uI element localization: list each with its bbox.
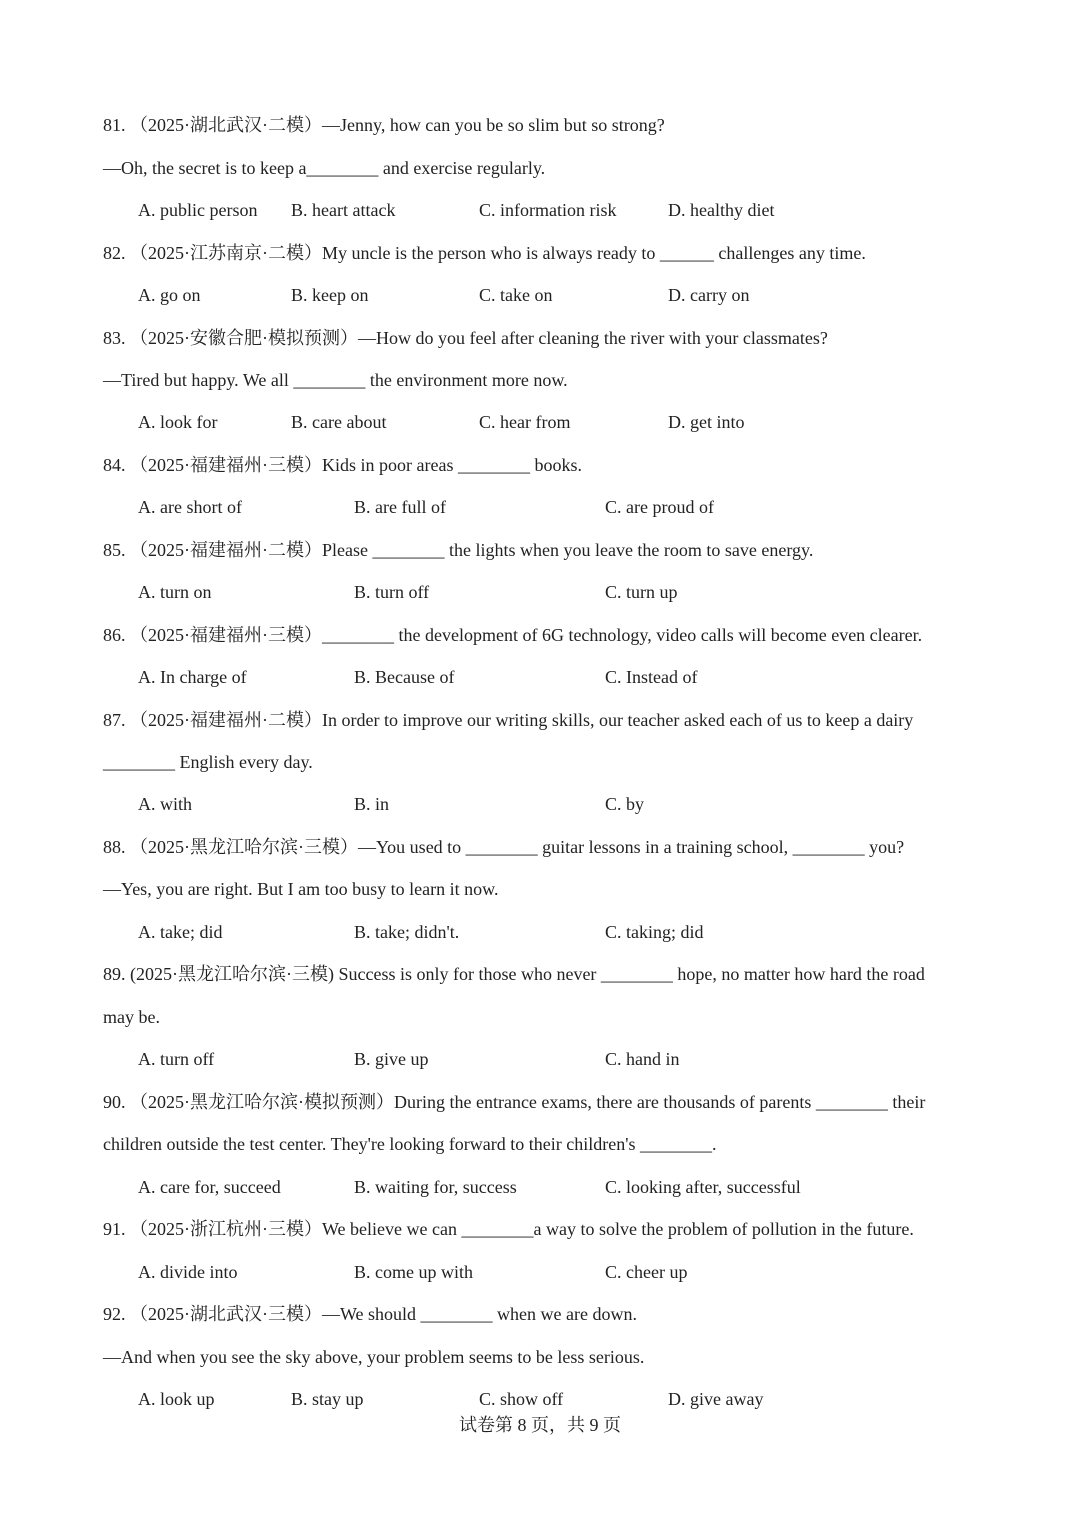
option-d: D. get into bbox=[668, 412, 745, 432]
option-c: C. Instead of bbox=[605, 667, 698, 687]
option-d: D. give away bbox=[668, 1389, 764, 1409]
option-c: C. show off bbox=[479, 1389, 564, 1409]
question-84-stem: 84. （2025·福建福州·三模）Kids in poor areas ________ books. bbox=[103, 455, 582, 475]
question-92-continuation: —And when you see the sky above, your problem seems to be less serious. bbox=[103, 1347, 645, 1367]
option-a: A. take; did bbox=[138, 922, 223, 942]
option-b: B. care about bbox=[291, 412, 387, 432]
question-83-stem: 83. （2025·安徽合肥·模拟预测）—How do you feel after cleaning the river with your classmates? bbox=[103, 328, 828, 348]
option-c: C. hand in bbox=[605, 1049, 680, 1069]
page-footer: 试卷第 8 页，共 9 页 bbox=[459, 1415, 621, 1435]
option-b: B. take; didn't. bbox=[354, 922, 460, 942]
option-b: B. heart attack bbox=[291, 200, 396, 220]
question-89-continuation: may be. bbox=[103, 1007, 160, 1027]
option-c: C. taking; did bbox=[605, 922, 704, 942]
option-a: A. turn off bbox=[138, 1049, 215, 1069]
option-c: C. hear from bbox=[479, 412, 571, 432]
question-81-stem: 81. （2025·湖北武汉·二模）—Jenny, how can you be so slim but so strong? bbox=[103, 115, 665, 135]
question-87-stem: 87. （2025·福建福州·二模）In order to improve our writing skills, our teacher asked each of us to keep a dairy bbox=[103, 710, 914, 730]
option-a: A. with bbox=[138, 794, 192, 814]
question-91-stem: 91. （2025·浙江杭州·三模）We believe we can ________a way to solve the problem of pollution in the future. bbox=[103, 1219, 914, 1239]
question-85-stem: 85. （2025·福建福州·二模）Please ________ the lights when you leave the room to save energy. bbox=[103, 540, 814, 560]
option-b: B. waiting for, success bbox=[354, 1177, 517, 1197]
question-92-stem: 92. （2025·湖北武汉·三模）—We should ________ when we are down. bbox=[103, 1304, 637, 1324]
option-b: B. give up bbox=[354, 1049, 429, 1069]
option-c: C. looking after, successful bbox=[605, 1177, 801, 1197]
option-c: C. cheer up bbox=[605, 1262, 688, 1282]
option-b: B. stay up bbox=[291, 1389, 364, 1409]
question-87-continuation: ________ English every day. bbox=[103, 752, 313, 772]
option-a: A. turn on bbox=[138, 582, 212, 602]
option-b: B. in bbox=[354, 794, 390, 814]
option-a: A. are short of bbox=[138, 497, 242, 517]
question-90-continuation: children outside the test center. They're looking forward to their children's ________. bbox=[103, 1134, 717, 1154]
option-b: B. Because of bbox=[354, 667, 455, 687]
option-c: C. are proud of bbox=[605, 497, 714, 517]
option-a: A. public person bbox=[138, 200, 258, 220]
question-81-continuation: —Oh, the secret is to keep a________ and exercise regularly. bbox=[103, 158, 546, 178]
option-c: C. information risk bbox=[479, 200, 617, 220]
option-a: A. go on bbox=[138, 285, 201, 305]
option-b: B. turn off bbox=[354, 582, 430, 602]
option-c: C. take on bbox=[479, 285, 553, 305]
option-a: A. look for bbox=[138, 412, 218, 432]
question-90-stem: 90. （2025·黑龙江哈尔滨·模拟预测）During the entrance exams, there are thousands of parents ________ their bbox=[103, 1092, 926, 1112]
option-d: D. healthy diet bbox=[668, 200, 775, 220]
question-82-stem: 82. （2025·江苏南京·二模）My uncle is the person who is always ready to ______ challenges any time. bbox=[103, 243, 866, 263]
question-89-stem: 89. (2025·黑龙江哈尔滨·三模) Success is only for those who never ________ hope, no matter how hard the road bbox=[103, 964, 925, 984]
option-a: A. In charge of bbox=[138, 667, 247, 687]
question-88-continuation: —Yes, you are right. But I am too busy to learn it now. bbox=[103, 879, 499, 899]
option-c: C. turn up bbox=[605, 582, 678, 602]
option-b: B. keep on bbox=[291, 285, 369, 305]
option-b: B. come up with bbox=[354, 1262, 473, 1282]
option-a: A. look up bbox=[138, 1389, 215, 1409]
option-a: A. care for, succeed bbox=[138, 1177, 281, 1197]
question-86-stem: 86. （2025·福建福州·三模）________ the development of 6G technology, video calls will become even clearer. bbox=[103, 625, 923, 645]
question-88-stem: 88. （2025·黑龙江哈尔滨·三模）—You used to ________ guitar lessons in a training school, ________ you? bbox=[103, 837, 905, 857]
option-d: D. carry on bbox=[668, 285, 750, 305]
question-83-continuation: —Tired but happy. We all ________ the environment more now. bbox=[103, 370, 568, 390]
option-b: B. are full of bbox=[354, 497, 446, 517]
option-c: C. by bbox=[605, 794, 645, 814]
option-a: A. divide into bbox=[138, 1262, 238, 1282]
